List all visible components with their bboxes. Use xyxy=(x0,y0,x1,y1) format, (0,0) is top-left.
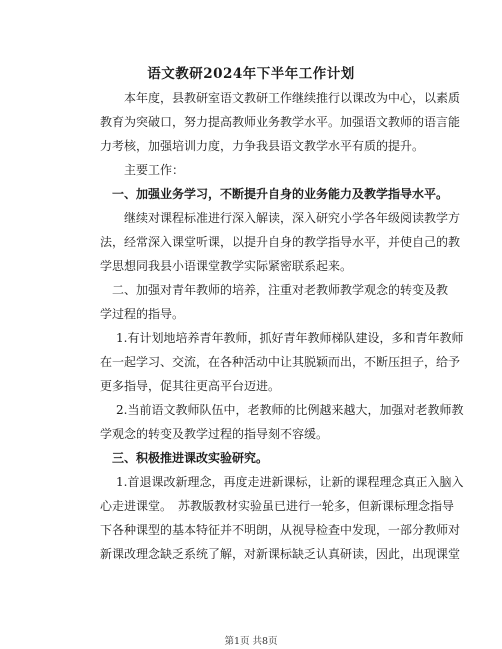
paragraph-line: 力考核，加强培训力度，力争我县语文教学水平有质的提升。 xyxy=(100,139,425,153)
paragraph-line: 继续对课程标准进行深入解读，深入研究小学各年级阅读教学方 xyxy=(124,211,461,225)
paragraph-line: 教育为突破口，努力提高教师业务教学水平。加强语文教师的语言能 xyxy=(100,115,461,129)
paragraph-line: 本年度，县教研室语文教研工作继续推行以课改为中心，以素质 xyxy=(124,91,461,105)
list-item-line: 下各种课型的基本特征并不明朗，从视导检查中发现，一部分教师对 xyxy=(100,523,461,537)
list-item-line: 更多指导，促其往更高平台迈进。 xyxy=(100,379,281,393)
list-item-line: 1.有计划地培养青年教师，抓好青年教师梯队建设，多和青年教师 xyxy=(116,331,464,345)
section-heading: 学过程的指导。 xyxy=(100,307,185,321)
section-heading: 三、积极推进课改实验研究。 xyxy=(112,451,269,465)
section-heading: 一、加强业务学习，不断提升自身的业务能力及教学指导水平。 xyxy=(112,187,449,201)
list-item-line: 心走进课堂。 苏教版教材实验虽已进行一轮多，但新课标理念指导 xyxy=(100,499,455,513)
paragraph-line: 法，经常深入课堂听课，以提升自身的教学指导水平，并使自己的教 xyxy=(100,235,461,249)
page-title: 语文教研2024年下半年工作计划 xyxy=(147,66,355,82)
section-label: 主要工作： xyxy=(124,163,185,177)
list-item-line: 新课改理念缺乏系统了解，对新课标缺乏认真研读，因此，出现课堂 xyxy=(100,547,461,561)
page-footer: 第1页 共8页 xyxy=(224,636,278,647)
paragraph-line: 学思想同我县小语课堂教学实际紧密联系起来。 xyxy=(100,259,353,273)
section-heading: 二、加强对青年教师的培养，注重对老教师教学观念的转变及教 xyxy=(112,283,449,297)
list-item-line: 2.当前语文教师队伍中，老教师的比例越来越大，加强对老教师教 xyxy=(116,403,464,417)
list-item-line: 学观念的转变及教学过程的指导刻不容缓。 xyxy=(100,427,329,441)
list-item-line: 1.首退课改新理念，再度走进新课标，让新的课程理念真正入脑入 xyxy=(116,475,464,489)
list-item-line: 在一起学习、交流，在各种活动中让其脱颖而出，不断压担子，给予 xyxy=(100,355,461,369)
